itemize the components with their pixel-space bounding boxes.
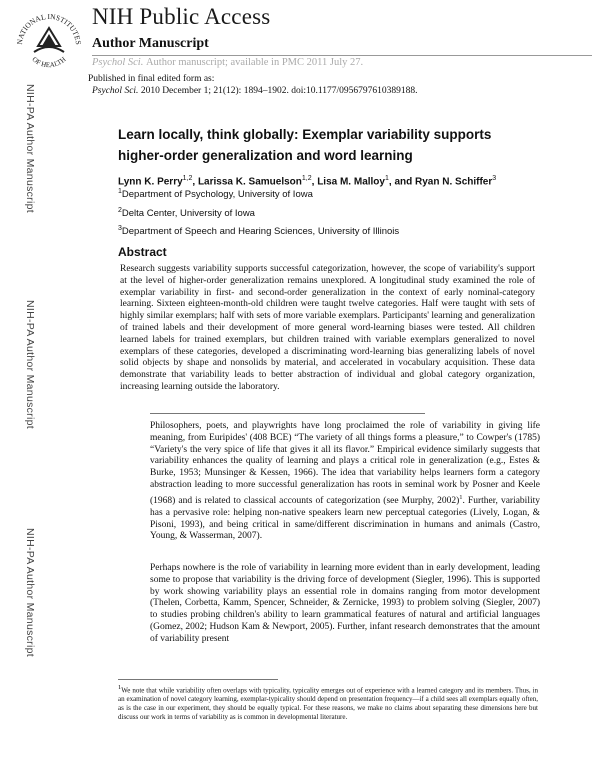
side-label-bottom: NIH-PA Author Manuscript <box>24 528 36 657</box>
affiliation-2 <box>118 207 255 219</box>
affiliation-sup: 1 <box>118 188 122 195</box>
body-paragraph-2: Perhaps nowhere is the role of variability in learning more evident than in early development, leading some to propose that variability is the driving force of development (Siegler, 1996). This is supported by work showing variability plays an essential role in domains ranging from motor development (Thelen, Corbetta, Kamm, Spencer, Schneider, & Zernicke, 1993) to problem solving (Siegler, 2007) to studies probing children's ability to learn grammatical features of natural and artificial languages (Gomez, 2002; Hudson Kam & Newport, 2005). Further, infant research demonstrates that the amount of variability present <box>150 563 540 644</box>
affiliation-sup: 2 <box>118 207 122 214</box>
body-paragraph-1 <box>150 421 540 543</box>
footnote-divider <box>118 679 278 680</box>
published-in-label: Published in final edited form as: <box>88 74 215 84</box>
article-title: Learn locally, think globally: Exemplar variability supports higher-order generalization and word learning <box>118 127 492 163</box>
author-affiliation-sup: 1 <box>384 175 389 182</box>
citation-line <box>92 86 418 96</box>
author-affiliation-sup: 1,2 <box>182 175 193 182</box>
affiliation-text: Delta Center, University of Iowa <box>121 208 255 220</box>
nih-seal-icon <box>14 6 84 72</box>
footnote-ref[interactable]: 1 <box>459 493 463 501</box>
author-separator: , <box>311 176 318 188</box>
availability-text: Author manuscript; available in PMC 2011 July 27. <box>145 57 364 68</box>
svg-text:OF HEALTH <box>30 55 67 69</box>
section-divider <box>150 413 425 414</box>
author-name: Larissa K. Samuelson <box>197 176 302 188</box>
author-affiliation-sup: 1,2 <box>301 175 312 182</box>
logo-text-bottom: OF HEALTH <box>30 55 68 70</box>
footnote-text: We note that while variability often overlaps with typicality, typicality emerges out of experience with a learned category and its members. Thus, in an examination of novel category learning, exemplar-typicality should depend on presentation frequency—if a child sees all exemplars equally often, as is the case in our experiment, they should be equally typical. For these reasons, we make no claims about separating these dimensions here but discuss our work in terms of variability as is common in developmental literature. <box>118 686 538 722</box>
header-subtitle: Author Manuscript <box>92 36 209 51</box>
availability-journal: Psychol Sci. <box>92 57 144 68</box>
paragraph-text: Philosophers, poets, and playwrights have long proclaimed the role of variability in giving life meaning, from Euripides' (408 BCE) “The variety of all things forms a pleasure,” to Cowper's (1785) “Variety's the very spice of life that gives it all its flavor.” Empirical evidence similarly suggests that variability enhances the quality of learning and plays a critical role in generalization (e.g., Estes & Burke, 1953; Munsinger & Kessen, 1966). The idea that variability helps learners form a category abstraction leading to more successful generalization has roots in seminal work by Posner and Keele (1968) and is related to classical accounts of categorization (see Murphy, 2002) <box>150 421 540 506</box>
author-name: Lisa M. Malloy <box>317 176 385 188</box>
affiliation-sup: 3 <box>118 225 122 232</box>
availability-note <box>92 57 363 68</box>
citation-journal: Psychol Sci. <box>92 86 139 96</box>
affiliation-1 <box>118 188 313 200</box>
affiliation-3 <box>118 225 399 237</box>
author-separator: , and <box>388 176 416 188</box>
side-label-middle: NIH-PA Author Manuscript <box>24 300 36 429</box>
abstract-heading: Abstract <box>118 245 167 259</box>
author-separator: , <box>192 176 198 188</box>
footnote-number: 1 <box>118 684 122 691</box>
nih-logo <box>14 6 84 72</box>
logo-text-top: NATIONAL INSTITUTES <box>14 11 84 46</box>
author-affiliation-sup: 3 <box>492 175 497 182</box>
affiliation-text: Department of Speech and Hearing Sciences, University of Illinois <box>121 226 400 238</box>
header-divider <box>92 55 592 56</box>
header-title: NIH Public Access <box>92 4 271 29</box>
affiliation-text: Department of Psychology, University of Iowa <box>121 189 313 201</box>
citation-details: 2010 December 1; 21(12): 1894–1902. doi:10.1177/0956797610389188. <box>140 86 418 96</box>
abstract-body: Research suggests variability supports successful categorization, however, the scope of variability's support at the level of higher-order generalization remains unexplored. A longitudinal study examined the role of exemplar variability in first- and second-order generalization in the context of early nominal-category learning. Sixteen eighteen-month-old children were taught twelve categories. Half were taught with sets of highly similar exemplars; half with sets of more variable exemplars. Participants' learning and generalization of trained labels and their development of more general word-learning biases were tested. All children learned labels for trained exemplars, but children trained with variable exemplars generalized to novel exemplars of these categories, developed a discriminating word-learning bias generalizing labels of novel solid objects by shape and nonsolids by material, and accelerated in vocabulary acquisition. These data demonstrate that variability leads to better abstraction of individual and global category organization, increasing learning outside the laboratory. <box>120 264 535 392</box>
footnote <box>118 683 538 722</box>
author-name: Ryan N. Schiffer <box>415 176 493 188</box>
author-name: Lynn K. Perry <box>118 176 183 188</box>
paragraph-text: . Further, variability has a pervasive role: helping non-native speakers learn new perceptual categories (Lively, Logan, & Pisoni, 1993), and being critical in same/different discrimination in humans and animals (Castro, Young, & Wasserman, 2007). <box>150 495 540 542</box>
side-label-top: NIH-PA Author Manuscript <box>24 84 36 213</box>
author-list <box>118 175 496 187</box>
